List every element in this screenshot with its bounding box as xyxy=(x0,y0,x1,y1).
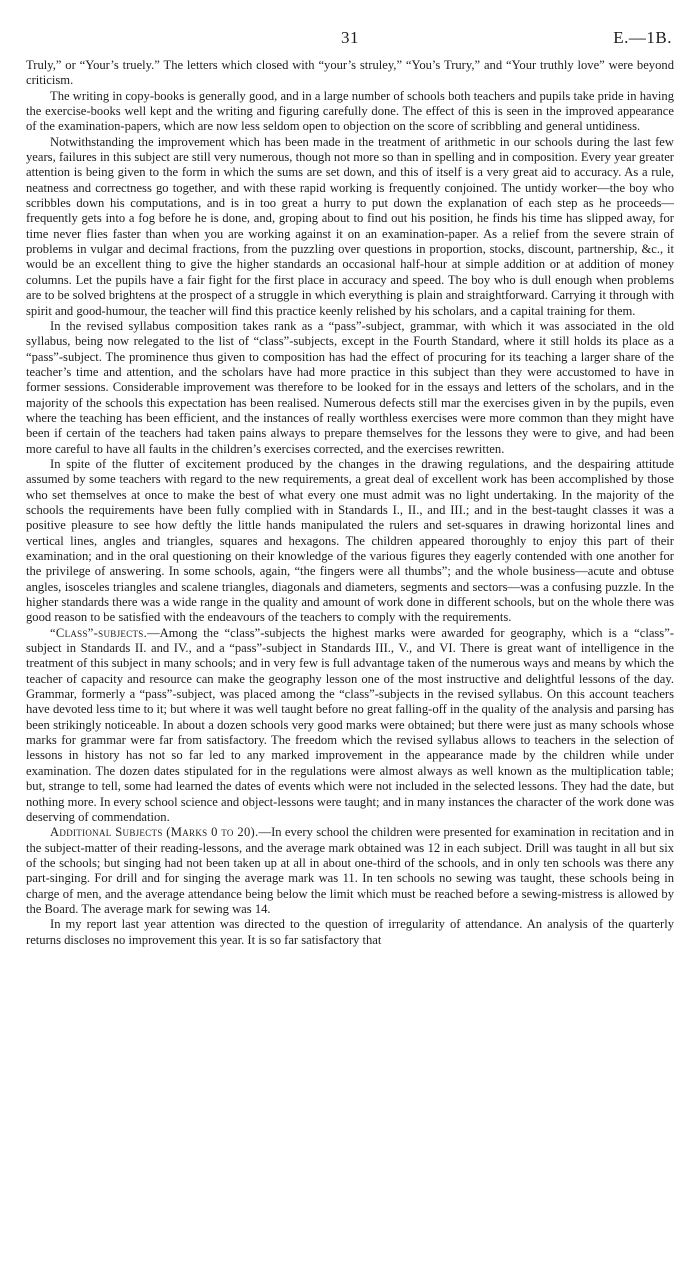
page-number: 31 xyxy=(341,28,359,47)
paragraph-class-subjects xyxy=(26,626,674,825)
document-reference: E.—1B. xyxy=(613,28,672,47)
paragraph-arithmetic xyxy=(26,135,674,319)
paragraph-attendance xyxy=(26,917,674,948)
paragraph-text: Truly,” or “Your’s truely.” The letters which closed with “your’s struley,” “You’s Trury,” and “Your truthly love” were beyond criticism. xyxy=(26,58,674,88)
paragraph-continuation xyxy=(26,58,674,89)
paragraph-composition xyxy=(26,319,674,457)
paragraph-text: In the revised syllabus composition takes rank as a “pass”-subject, grammar, with which it was associated in the old syllabus, being now relegated to the list of “class”-subjects, except in the Fourth Standard, where it still holds its place as a “pass”-subject. The prominence thus given to composition has had the effect of procuring for its teaching a larger share of the teacher’s time and attention, and the scholars have had more practice in this subject than they were accustomed to have in former sessions. Considerable improvement was therefore to be looked for in the essays and letters of the scholars, and in the majority of the schools this expectation has been realised. Numerous defects still mar the exercises given in by the pupils, even where the teaching has been efficient, and the instances of really worthless exercises were more common than they might have been if certain of the teachers had taken pains always to prepare themselves for the lessons they were to give, and had been more careful to have all faults in the children’s exercises corrected, and the exercises rewritten. xyxy=(26,318,674,456)
paragraph-text: In my report last year attention was directed to the question of irregularity of attendance. An analysis of the quarterly returns discloses no improvement this year. It is so far satisfactory that xyxy=(26,917,674,947)
paragraph-text: —Among the “class”-subjects the highest marks were awarded for geography, which is a “class”-subject in Standards II. and IV., and a “pass”-subject in Standards III., V., and VI. There is great want of intelligence in the treatment of this subject in many schools; and in very few is full advantage taken of the numerous ways and means by which the teacher of capacity and resource can make the geography lesson one of the most instructive and delightful lessons of the day. Grammar, formerly a “pass”-subject, was placed among the “class”-subjects in the revised syllabus. On this account teachers have devoted less time to it; but where it was well taught before no great falling-off in the quality of the analysis and parsing has been strikingly noticeable. In about a dozen schools very good marks were obtained; but there were just as many schools whose marks for grammar were far from satisfactory. The freedom which the revised syllabus allows to teachers in the selection of lessons in history has not so far led to any marked improvement in the appearance made by the children while under examination. The dozen dates stipulated for in the regulations were almost always as well known as the multiplication table; but, strange to tell, some had learned the dates of events which were not included in the selected lessons. They had the date, but nothing more. In every school science and object-lessons were taught; and in many instances the character of the work done was deserving of commendation. xyxy=(26,625,674,824)
page-header xyxy=(26,28,674,58)
paragraph-drawing xyxy=(26,457,674,626)
paragraph-additional-subjects xyxy=(26,825,674,917)
section-heading: Additional Subjects (Marks 0 to 20). xyxy=(50,825,259,840)
paragraph-writing xyxy=(26,89,674,135)
paragraph-text: In spite of the flutter of excitement produced by the changes in the drawing regulations, and the despairing attitude assumed by some teachers with regard to the new requirements, a great deal of excellent work has been accomplished by those who set themselves at once to make the best of what every one must admit was no light undertaking. In the majority of the schools the requirements have been fully complied with in Standards I., II., and III.; and in the best-taught classes it was a positive pleasure to see how deftly the little hands manipulated the rulers and set-squares in drawing horizontal lines and vertical lines, angles and triangles, squares and hexagons. The children appeared thoroughly to enjoy this part of their examination; and in the oral questioning on their knowledge of the various figures they eagerly contended with one another for the privilege of answering. In some schools, again, “the fingers were all thumbs”; and the whole business—acute and obtuse angles, isosceles triangles and scalene triangles, diagonals and diameters, segments and sectors—was a confusing puzzle. In the higher standards there was a wide range in the quality and amount of work done in different schools, but on the whole there was good reason to be satisfied with the endeavours of the teachers to comply with the requirements. xyxy=(26,456,674,625)
paragraph-text: Notwithstanding the improvement which has been made in the treatment of arithmetic in our schools during the last few years, failures in this subject are still very numerous, though not more so than in spelling and in composition. Every year greater attention is being given to the form in which the sums are set down, and this of itself is a very great aid to accuracy. As a rule, neatness and correctness go together, and with these rapid working is frequently conjoined. The untidy worker—the boy who scribbles down his computations, and is in too great a hurry to put down the explanation of each step as he proceeds—frequently gets into a fog before he is done, and, groping about to find out his position, he finds his time has slipped away, for time never flies faster than when you are working against it on an examination-paper. As a relief from the severe strain of problems in vulgar and decimal fractions, from the puzzling over questions in proportion, stocks, discount, partnership, &c., it would be an excellent thing to give the higher standards an occasional half-hour at simple addition or at addition of money columns. Let the pupils have a fair fight for the first place in accuracy and speed. The boy who is dull enough when problems are to be solved brightens at the prospect of a struggle in which everything is plain and straightforward. Carrying it through with spirit and good-humour, the teacher will find this practice keenly relished by his scholars, and a capital training for them. xyxy=(26,134,674,318)
paragraph-text: —In every school the children were presented for examination in recitation and in the subject-matter of their reading-lessons, and the average mark obtained was 12 in each subject. Drill was taught in all but six of the schools; but singing had not been taken up at all in about one-third of the schools, and in only ten schools was there any part-singing. For drill and for singing the average mark was 11. In ten schools no sewing was taught, these schools being in charge of men, and the average attendance being below the limit which must be reached before a sewing-mistress is allowed by the Board. The average mark for sewing was 14. xyxy=(26,825,674,916)
paragraph-text: The writing in copy-books is generally good, and in a large number of schools both teachers and pupils take pride in having the exercise-books well kept and the writing and figuring carefully done. The effect of this is seen in the improved appearance of the examination-papers, which are now less seldom open to objection on the score of scribbling and general untidiness. xyxy=(26,88,674,134)
body-text xyxy=(26,58,674,948)
section-heading: “Class”-subjects. xyxy=(50,625,148,640)
